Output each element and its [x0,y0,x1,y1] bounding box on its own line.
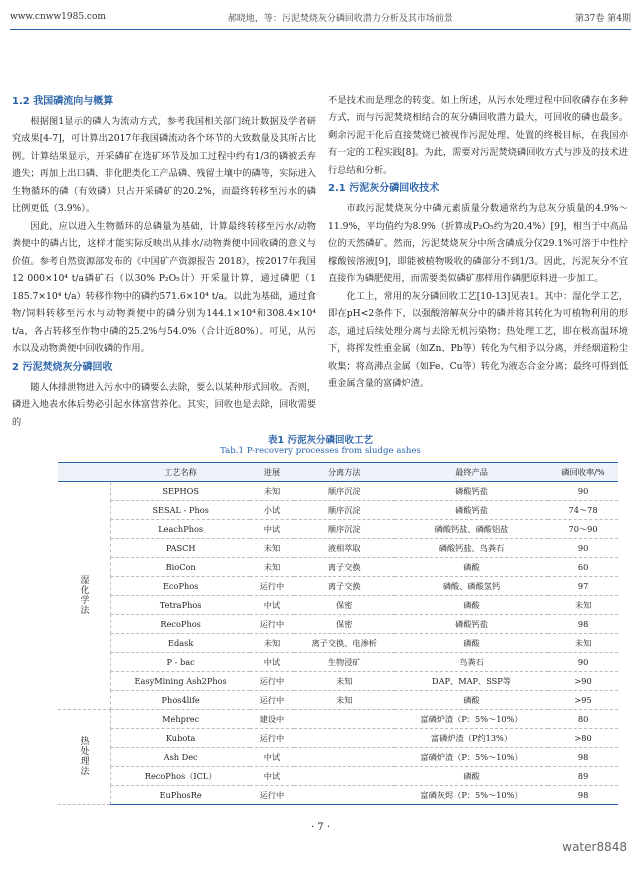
table-cell: 磷酸钙盐 [395,501,548,520]
table-cell: 未知 [250,558,293,577]
table-cell: 未知 [548,634,618,653]
table-row [58,501,618,520]
table-cell [294,767,395,786]
header-cell-category [58,463,111,482]
table-cell: 中试 [250,596,293,615]
table-cell: >80 [548,729,618,748]
watermark: water8848 [562,840,627,854]
table-cell: Ash Dec [111,748,251,767]
table-cell: 未知 [250,539,293,558]
table-cell: 磷酸钙盐、磷酸铝盐 [395,520,548,539]
table-cell: 磷酸 [395,691,548,710]
table-row [58,786,618,805]
section-heading: 1.2 我国磷流向与概算 [12,96,114,107]
table-body [58,482,618,805]
header-cell: 最终产品 [395,463,548,482]
table-cell: 富磷炉渣（P约13%） [395,729,548,748]
table-cell: >95 [548,691,618,710]
table-row [58,767,618,786]
category-label: 热处理法 [78,736,89,776]
table-cell: P - bac [111,653,251,672]
table-cell: RecoPhos（ICL） [111,767,251,786]
table-cell: 鸟粪石 [395,653,548,672]
header-cell: 分离方法 [294,463,395,482]
table-cell: 磷酸钙盐 [395,482,548,501]
table-cell: 离子交换 [294,577,395,596]
paragraph: 不是技术而是理念的转变。如上所述，从污水处理过程中回收磷存在多种方式，而与污泥焚烧相结合的灰分磷回收潜力最大，可回收的磷也最多。剩余污泥干化后直接焚烧已被视作污泥处理、处置的终极目标，在我国亦有一定的工程实践[8]。为此，需要对污泥焚烧磷回收方式与涉及的技术进行总结和分析。 [328,95,628,176]
table-cell: Phos4life [111,691,251,710]
table-row [58,748,618,767]
table-cell [294,786,395,805]
table-cell: EuPhosRe [111,786,251,805]
table-cell: Edask [111,634,251,653]
table-row [58,596,618,615]
table-cell: 磷酸、磷酸氢钙 [395,577,548,596]
table-row [58,653,618,672]
table-cell: 磷酸 [395,634,548,653]
volume-issue: 第37卷 第4期 [574,13,631,24]
table-cell: 90 [548,482,618,501]
table-cell: >90 [548,672,618,691]
table-cell: 98 [548,786,618,805]
table-cell: 磷酸 [395,596,548,615]
table-row [58,729,618,748]
table-cell: 小试 [250,501,293,520]
table-cell: 顺序沉淀 [294,520,395,539]
section-heading: 2 污泥焚烧灰分磷回收 [12,361,113,373]
table-row [58,672,618,691]
table-cell: 未知 [250,482,293,501]
table-cell: 富磷炉渣（P：5%～10%） [395,710,548,729]
table-cell: 磷酸钙盐、鸟粪石 [395,539,548,558]
table-row [58,539,618,558]
running-header [10,6,631,28]
table-cell: Kubota [111,729,251,748]
table-cell: 未知 [294,691,395,710]
right-column [328,92,628,393]
table-cell: 中试 [250,767,293,786]
table-cell: 80 [548,710,618,729]
table-row [58,615,618,634]
table-cell: 中试 [250,520,293,539]
table-cell: DAP、MAP、SSP等 [395,672,548,691]
table-cell: BioCon [111,558,251,577]
table-cell: 97 [548,577,618,596]
table-cell: 保密 [294,615,395,634]
table-cell: 98 [548,748,618,767]
journal-url: www.cnww1985.com [10,12,106,22]
category-label: 湿化学法 [78,574,89,615]
category-cell [58,482,111,710]
table-cell: EcoPhos [111,577,251,596]
table-row [58,482,618,501]
table-cell: 生物浸矿 [294,653,395,672]
header-cell: 进展 [250,463,293,482]
left-column [12,92,316,431]
table-cell: LeachPhos [111,520,251,539]
table-row [58,691,618,710]
table-cell: 富磷炉渣（P：5%～10%） [395,748,548,767]
table-cell: 74～78 [548,501,618,520]
table-row [58,558,618,577]
table-cell: 顺序沉淀 [294,501,395,520]
process-table [58,462,618,805]
table-cell: 富磷灰烬（P：5%～10%） [395,786,548,805]
paragraph: 随人体排泄物进入污水中的磷要么去除，要么以某种形式回收。否则，磷进入地表水体后势必引起水体富营养化。其实，回收也是去除，回收需要的 [12,381,316,428]
table-cell: 运行中 [250,615,293,634]
table-cell: 中试 [250,748,293,767]
table-cell: TetraPhos [111,596,251,615]
table-cell: 液相萃取 [294,539,395,558]
table-cell: 离子交换 [294,558,395,577]
table-cell: 运行中 [250,691,293,710]
paragraph: 化工上，常用的灰分磷回收工艺[10-13]见表1。其中：湿化学工艺，即在pH<2条件下，以强酸溶解灰分中的磷并将其转化为可植物利用的形态，通过后续处理分离与去除无机污染物；热处理工艺，即在极高温环境下，将挥发性重金属（如Zn、Pb等）转化为气相予以分离，并经烟道粉尘收集；将高沸点金属（如Fe、Cu等）转化为液态合金分离；最终可得到低重金属含量的富磷炉渣。 [328,290,628,390]
table-cell: RecoPhos [111,615,251,634]
table-cell [294,748,395,767]
table-title: 表1 污泥灰分磷回收工艺 [268,435,373,446]
header-rule [10,29,631,30]
table-cell: 90 [548,539,618,558]
table-cell: SEPHOS [111,482,251,501]
table-cell: Mehprec [111,710,251,729]
table-cell [294,729,395,748]
table-cell: 未知 [548,596,618,615]
table-cell: 未知 [250,634,293,653]
table-cell: 磷酸 [395,767,548,786]
table-cell: 磷酸钙盐 [395,615,548,634]
table-cell: EasyMining Ash2Phos [111,672,251,691]
table-cell: 中试 [250,653,293,672]
table-cell: 运行中 [250,786,293,805]
table-cell: 70～90 [548,520,618,539]
table-row [58,577,618,596]
table-cell: 保密 [294,596,395,615]
table-header-row [58,463,618,482]
paragraph: 根据图1显示的磷人为流动方式，参考我国相关部门统计数据及学者研究成果[4-7]，可计算出2017年我国磷流动各个环节的大致数量及其所占比例。计算结果显示，开采磷矿在选矿环节及加工过程中约有1/3的磷被丢弃遗失；再加上出口磷、非化肥类化工产品磷、残留土壤中的磷等，实际进入生物循环的磷（有效磷）只占开采磷矿的20.2%，而最终转移至污水的磷比例更低（3.9%）。 [12,116,316,215]
table-row [58,520,618,539]
table-cell: 未知 [294,672,395,691]
table-subtitle: Tab.1 P-recovery processes from sludge ashes [220,446,421,456]
paragraph: 因此，应以进入生物循环的总磷量为基础，计算最终转移至污水/动物粪便中的磷占比，这样才能实际反映出从排水/动物粪便中回收磷的意义与价值。参考自然资源部发布的《中国矿产资源报告 2018》，按2017年我国12 000×10⁴ t/a磷矿石（以30% P₂O₅计）开采量计算，通过磷肥（1 185.7×10⁴ t/a）转移作物中的磷约571.6×10⁴ t/a。以此为基础，通过食物/饲料转移至污水与动物粪便中的磷分别为144.1×10⁴和308.4×10⁴ t/a，各占转移至作物中磷的25.2%与54.0%（合计近80%）。可见，从污水以及动物粪便中回收磷的作用。 [12,220,316,355]
header-cell: 磷回收率/% [548,463,618,482]
table-row [58,710,618,729]
table-cell [294,710,395,729]
table-cell: 89 [548,767,618,786]
article-running-title: 郝晓地，等：污泥焚烧灰分磷回收潜力分析及其市场前景 [227,13,453,24]
paragraph: 市政污泥焚烧灰分中磷元素质量分数通常约为总灰分质量的4.9%～11.9%，平均值约为8.9%（折算成P₂O₅约为20.4%）[9]，相当于中高品位的天然磷矿。然而，污泥焚烧灰分中所含磷成分仅29.1%可溶于中性柠檬酸铵溶液[9]，即能被植物吸收的磷部分不到1/3。因此，污泥灰分不宜直接作为磷肥使用，而需要类似磷矿那样用作磷肥原料进一步加工。 [328,203,628,285]
table-cell: SESAL - Phos [111,501,251,520]
table-cell: 磷酸 [395,558,548,577]
section-heading: 2.1 污泥灰分磷回收技术 [328,183,440,195]
table-cell: 运行中 [250,672,293,691]
table-cell: 60 [548,558,618,577]
table-cell: 运行中 [250,729,293,748]
table-cell: PASCH [111,539,251,558]
table-cell: 98 [548,615,618,634]
table-cell: 建设中 [250,710,293,729]
table-cell: 离子交换、电渗析 [294,634,395,653]
table-cell: 顺序沉淀 [294,482,395,501]
page-number: · 7 · [310,822,331,833]
table-cell: 90 [548,653,618,672]
table-cell: 运行中 [250,577,293,596]
header-cell: 工艺名称 [111,463,251,482]
category-cell [58,710,111,805]
table-row [58,634,618,653]
